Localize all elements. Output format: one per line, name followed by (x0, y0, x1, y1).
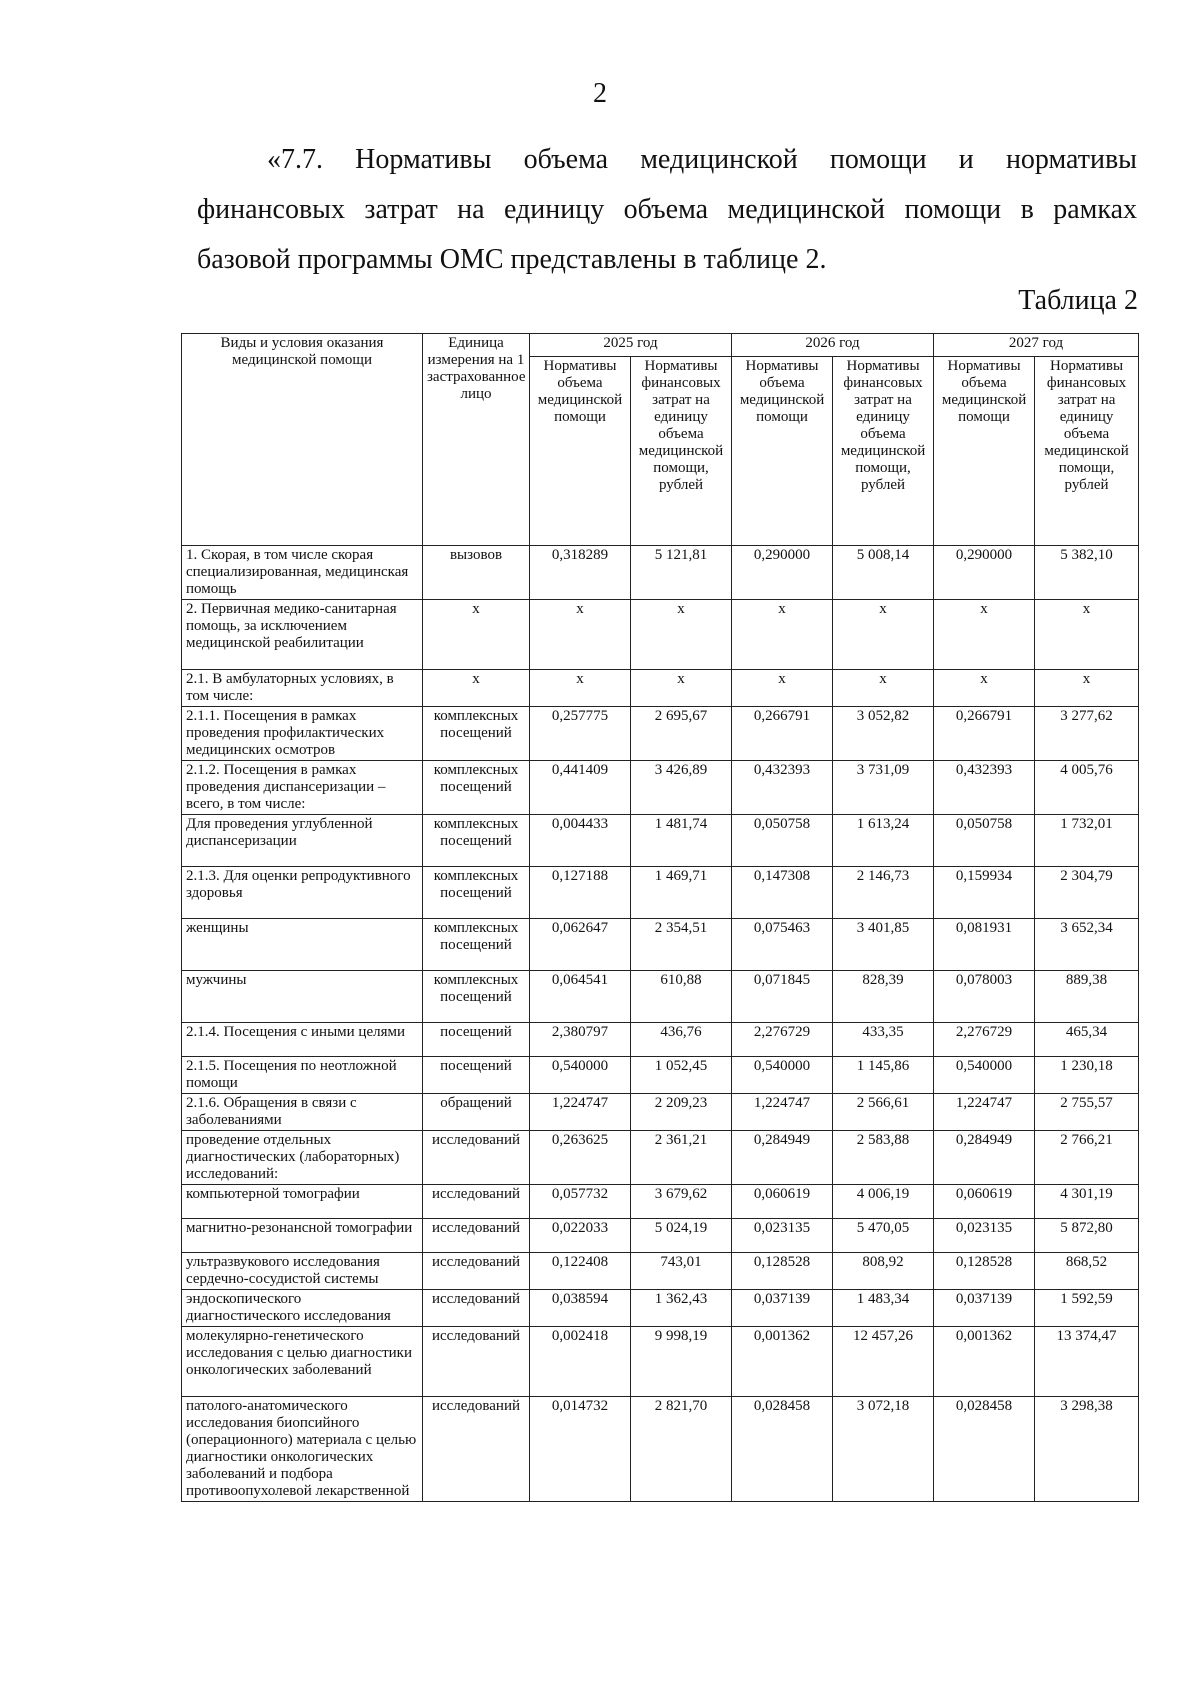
row-volume-value: x (934, 600, 1035, 670)
row-finance-value: 1 052,45 (631, 1057, 732, 1094)
row-volume-value: 0,071845 (732, 971, 833, 1023)
row-finance-value: 1 362,43 (631, 1290, 732, 1327)
row-finance-value: 2 755,57 (1035, 1094, 1139, 1131)
table-row (182, 1327, 1139, 1397)
row-volume-value: x (732, 600, 833, 670)
row-unit: комплексных посещений (423, 815, 530, 867)
row-name: 2.1.5. Посещения по неотложной помощи (182, 1057, 423, 1094)
row-unit: исследований (423, 1397, 530, 1502)
row-volume-value: 0,290000 (732, 546, 833, 600)
row-finance-value: 1 592,59 (1035, 1290, 1139, 1327)
row-volume-value: 2,276729 (732, 1023, 833, 1057)
row-finance-value: 2 304,79 (1035, 867, 1139, 919)
row-volume-value: 0,022033 (530, 1219, 631, 1253)
row-finance-value: 5 024,19 (631, 1219, 732, 1253)
table-row (182, 600, 1139, 670)
row-name: молекулярно-генетического исследования с целью диагностики онкологических заболеваний (182, 1327, 423, 1397)
row-finance-value: x (833, 600, 934, 670)
row-volume-value: 0,078003 (934, 971, 1035, 1023)
row-finance-value: 3 298,38 (1035, 1397, 1139, 1502)
row-volume-value: 0,318289 (530, 546, 631, 600)
row-finance-value: 808,92 (833, 1253, 934, 1290)
row-finance-value: 868,52 (1035, 1253, 1139, 1290)
row-finance-value: 465,34 (1035, 1023, 1139, 1057)
row-finance-value: 2 821,70 (631, 1397, 732, 1502)
row-finance-value: 13 374,47 (1035, 1327, 1139, 1397)
row-volume-value: 0,001362 (934, 1327, 1035, 1397)
table-row (182, 1131, 1139, 1185)
row-unit: исследований (423, 1219, 530, 1253)
row-volume-value: 1,224747 (934, 1094, 1035, 1131)
row-volume-value: 0,284949 (934, 1131, 1035, 1185)
row-volume-value: 0,004433 (530, 815, 631, 867)
row-volume-value: 0,159934 (934, 867, 1035, 919)
row-finance-value: 1 732,01 (1035, 815, 1139, 867)
header-volume-2026: Нормативы объема медицинской помощи (732, 357, 833, 546)
row-volume-value: 0,128528 (934, 1253, 1035, 1290)
row-finance-value: 3 401,85 (833, 919, 934, 971)
row-finance-value: 5 382,10 (1035, 546, 1139, 600)
row-finance-value: x (833, 670, 934, 707)
row-name: Для проведения углубленной диспансеризации (182, 815, 423, 867)
row-name: проведение отдельных диагностических (лабораторных) исследований: (182, 1131, 423, 1185)
header-volume-2025: Нормативы объема медицинской помощи (530, 357, 631, 546)
row-finance-value: 5 470,05 (833, 1219, 934, 1253)
row-volume-value: 0,060619 (934, 1185, 1035, 1219)
row-unit: обращений (423, 1094, 530, 1131)
row-volume-value: 0,441409 (530, 761, 631, 815)
table-row (182, 1253, 1139, 1290)
row-volume-value: 0,050758 (934, 815, 1035, 867)
row-unit: исследований (423, 1290, 530, 1327)
row-volume-value: 0,147308 (732, 867, 833, 919)
row-unit: исследований (423, 1327, 530, 1397)
row-unit: x (423, 670, 530, 707)
table-body (182, 546, 1139, 1502)
row-finance-value: 1 469,71 (631, 867, 732, 919)
row-volume-value: 0,128528 (732, 1253, 833, 1290)
header-year-2027: 2027 год (934, 334, 1139, 357)
row-volume-value: 0,432393 (934, 761, 1035, 815)
row-unit: вызовов (423, 546, 530, 600)
row-unit: посещений (423, 1057, 530, 1094)
row-volume-value: 0,038594 (530, 1290, 631, 1327)
row-finance-value: 828,39 (833, 971, 934, 1023)
row-volume-value: 0,050758 (732, 815, 833, 867)
row-finance-value: 5 008,14 (833, 546, 934, 600)
row-volume-value: 0,028458 (732, 1397, 833, 1502)
row-volume-value: 0,263625 (530, 1131, 631, 1185)
row-volume-value: x (530, 600, 631, 670)
row-unit: комплексных посещений (423, 761, 530, 815)
row-unit: комплексных посещений (423, 919, 530, 971)
row-name: патолого-анатомического исследования биопсийного (операционного) материала с целью диагностики онкологических заболеваний и подбора противоопухолевой лекарственной (182, 1397, 423, 1502)
row-volume-value: 0,028458 (934, 1397, 1035, 1502)
table-caption: Таблица 2 (1018, 285, 1138, 316)
row-finance-value: x (1035, 600, 1139, 670)
row-unit: исследований (423, 1185, 530, 1219)
row-unit: x (423, 600, 530, 670)
table-row (182, 1397, 1139, 1502)
row-finance-value: 1 481,74 (631, 815, 732, 867)
norms-table (181, 333, 1139, 1502)
row-volume-value: 0,432393 (732, 761, 833, 815)
header-year-2026: 2026 год (732, 334, 934, 357)
row-volume-value: 0,001362 (732, 1327, 833, 1397)
intro-paragraph: «7.7. Нормативы объема медицинской помощи и нормативы финансовых затрат на единицу объема медицинской помощи в рамках базовой программы ОМС представлены в таблице 2. (197, 144, 1137, 275)
row-finance-value: 2 695,67 (631, 707, 732, 761)
table-row (182, 707, 1139, 761)
row-finance-value: 433,35 (833, 1023, 934, 1057)
row-finance-value: 2 766,21 (1035, 1131, 1139, 1185)
row-volume-value: 0,014732 (530, 1397, 631, 1502)
table-row (182, 919, 1139, 971)
row-finance-value: 3 652,34 (1035, 919, 1139, 971)
row-name: 2.1.1. Посещения в рамках проведения профилактических медицинских осмотров (182, 707, 423, 761)
row-volume-value: 2,380797 (530, 1023, 631, 1057)
row-name: 2.1. В амбулаторных условиях, в том числе: (182, 670, 423, 707)
row-volume-value: 0,290000 (934, 546, 1035, 600)
row-finance-value: 5 872,80 (1035, 1219, 1139, 1253)
row-finance-value: x (1035, 670, 1139, 707)
row-finance-value: 1 483,34 (833, 1290, 934, 1327)
header-unit: Единица измерения на 1 застрахованное лицо (423, 334, 530, 546)
row-finance-value: 610,88 (631, 971, 732, 1023)
row-volume-value: 0,122408 (530, 1253, 631, 1290)
row-volume-value: 0,266791 (732, 707, 833, 761)
row-volume-value: x (732, 670, 833, 707)
row-finance-value: 12 457,26 (833, 1327, 934, 1397)
row-name: 2.1.3. Для оценки репродуктивного здоровья (182, 867, 423, 919)
row-finance-value: x (631, 670, 732, 707)
row-volume-value: 0,540000 (530, 1057, 631, 1094)
row-finance-value: 4 301,19 (1035, 1185, 1139, 1219)
row-volume-value: 0,064541 (530, 971, 631, 1023)
row-volume-value: 0,037139 (732, 1290, 833, 1327)
row-volume-value: 0,075463 (732, 919, 833, 971)
row-finance-value: 2 566,61 (833, 1094, 934, 1131)
row-volume-value: 0,060619 (732, 1185, 833, 1219)
row-name: магнитно-резонансной томографии (182, 1219, 423, 1253)
row-unit: комплексных посещений (423, 867, 530, 919)
row-finance-value: 1 145,86 (833, 1057, 934, 1094)
row-name: мужчины (182, 971, 423, 1023)
row-finance-value: 743,01 (631, 1253, 732, 1290)
row-finance-value: 2 361,21 (631, 1131, 732, 1185)
row-volume-value: 1,224747 (732, 1094, 833, 1131)
table-row (182, 1023, 1139, 1057)
row-finance-value: 9 998,19 (631, 1327, 732, 1397)
header-finance-2027: Нормативы финансовых затрат на единицу объема медицинской помощи, рублей (1035, 357, 1139, 546)
row-finance-value: 889,38 (1035, 971, 1139, 1023)
row-unit: комплексных посещений (423, 971, 530, 1023)
table-row (182, 546, 1139, 600)
row-volume-value: 0,002418 (530, 1327, 631, 1397)
row-volume-value: 0,062647 (530, 919, 631, 971)
row-finance-value: 3 052,82 (833, 707, 934, 761)
row-finance-value: 4 006,19 (833, 1185, 934, 1219)
row-name: 2.1.2. Посещения в рамках проведения диспансеризации – всего, в том числе: (182, 761, 423, 815)
row-finance-value: 1 230,18 (1035, 1057, 1139, 1094)
table-row (182, 971, 1139, 1023)
row-finance-value: 2 583,88 (833, 1131, 934, 1185)
header-kind: Виды и условия оказания медицинской помощи (182, 334, 423, 546)
row-finance-value: x (631, 600, 732, 670)
table-row (182, 670, 1139, 707)
row-unit: исследований (423, 1253, 530, 1290)
row-finance-value: 4 005,76 (1035, 761, 1139, 815)
row-finance-value: 3 679,62 (631, 1185, 732, 1219)
header-year-2025: 2025 год (530, 334, 732, 357)
row-volume-value: 0,284949 (732, 1131, 833, 1185)
page-number: 2 (593, 78, 607, 109)
row-name: 2. Первичная медико-санитарная помощь, за исключением медицинской реабилитации (182, 600, 423, 670)
row-name: ультразвукового исследования сердечно-сосудистой системы (182, 1253, 423, 1290)
row-volume-value: 0,057732 (530, 1185, 631, 1219)
row-volume-value: 0,081931 (934, 919, 1035, 971)
row-finance-value: 2 146,73 (833, 867, 934, 919)
header-volume-2027: Нормативы объема медицинской помощи (934, 357, 1035, 546)
table-row (182, 1290, 1139, 1327)
row-finance-value: 3 731,09 (833, 761, 934, 815)
row-volume-value: 0,540000 (934, 1057, 1035, 1094)
table-row (182, 761, 1139, 815)
row-volume-value: 0,127188 (530, 867, 631, 919)
header-finance-2026: Нормативы финансовых затрат на единицу объема медицинской помощи, рублей (833, 357, 934, 546)
row-finance-value: 3 426,89 (631, 761, 732, 815)
row-finance-value: 1 613,24 (833, 815, 934, 867)
row-finance-value: 2 209,23 (631, 1094, 732, 1131)
table-row (182, 1185, 1139, 1219)
header-finance-2025: Нормативы финансовых затрат на единицу объема медицинской помощи, рублей (631, 357, 732, 546)
row-unit: посещений (423, 1023, 530, 1057)
row-volume-value: 0,257775 (530, 707, 631, 761)
row-name: компьютерной томографии (182, 1185, 423, 1219)
row-finance-value: 2 354,51 (631, 919, 732, 971)
row-volume-value: 0,037139 (934, 1290, 1035, 1327)
row-volume-value: x (530, 670, 631, 707)
row-unit: комплексных посещений (423, 707, 530, 761)
table-row (182, 867, 1139, 919)
row-volume-value: 0,023135 (934, 1219, 1035, 1253)
row-name: женщины (182, 919, 423, 971)
row-name: эндоскопического диагностического исследования (182, 1290, 423, 1327)
row-name: 2.1.6. Обращения в связи с заболеваниями (182, 1094, 423, 1131)
row-finance-value: 3 072,18 (833, 1397, 934, 1502)
table-row (182, 1219, 1139, 1253)
row-volume-value: 0,266791 (934, 707, 1035, 761)
row-volume-value: 0,023135 (732, 1219, 833, 1253)
row-volume-value: x (934, 670, 1035, 707)
row-volume-value: 0,540000 (732, 1057, 833, 1094)
row-unit: исследований (423, 1131, 530, 1185)
row-volume-value: 2,276729 (934, 1023, 1035, 1057)
row-name: 1. Скорая, в том числе скорая специализированная, медицинская помощь (182, 546, 423, 600)
row-volume-value: 1,224747 (530, 1094, 631, 1131)
row-finance-value: 5 121,81 (631, 546, 732, 600)
table-row (182, 1057, 1139, 1094)
table-row (182, 815, 1139, 867)
row-finance-value: 436,76 (631, 1023, 732, 1057)
row-name: 2.1.4. Посещения с иными целями (182, 1023, 423, 1057)
row-finance-value: 3 277,62 (1035, 707, 1139, 761)
table-row (182, 1094, 1139, 1131)
